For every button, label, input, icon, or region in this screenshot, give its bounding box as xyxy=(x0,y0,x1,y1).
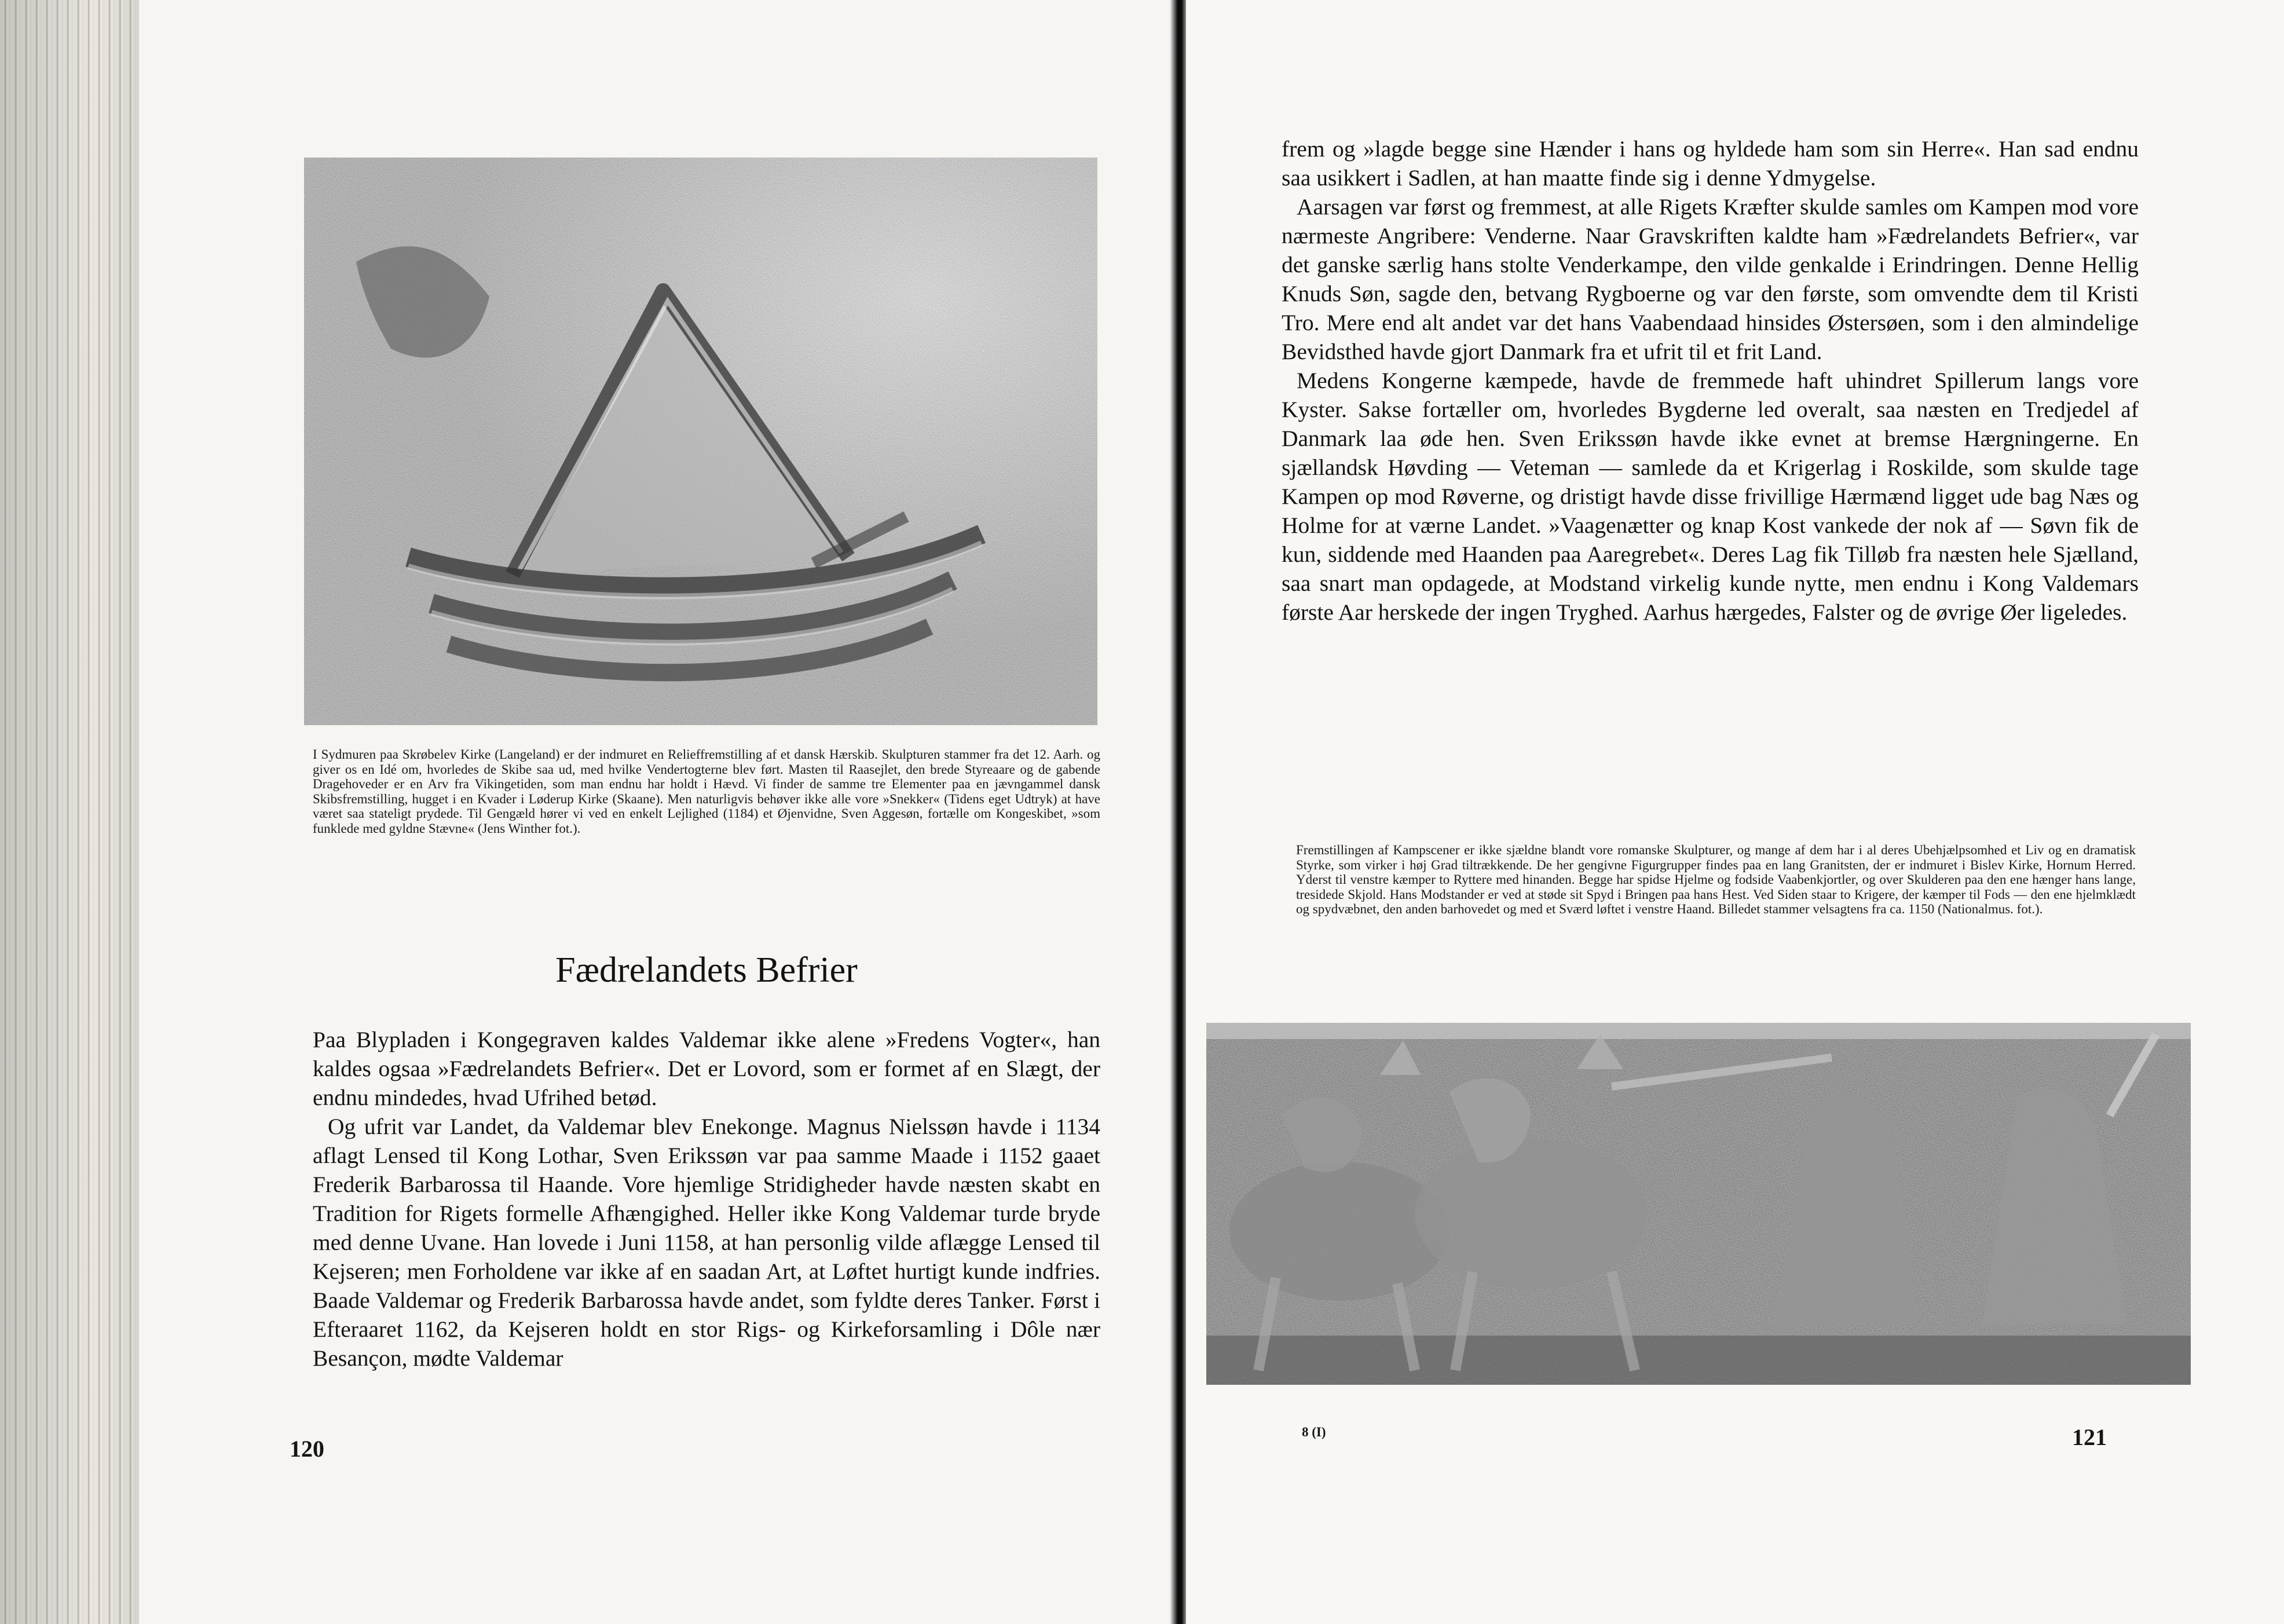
right-body-text xyxy=(1282,134,2139,627)
right-paragraph-1: frem og »lagde begge sine Hænder i hans og hyldede ham som sin Herre«. Han sad endnu saa usikkert i Sadlen, at han maatte finde sig i denne Ydmygelse. xyxy=(1282,136,2139,191)
ship-photo-caption xyxy=(313,747,1100,836)
page-stack-edges xyxy=(0,0,139,1624)
ship-relief-photo xyxy=(304,158,1097,725)
right-paragraph-2: Aarsagen var først og fremmest, at alle Rigets Kræfter skulde samles om Kampen mod vore nærmeste Angribere: Venderne. Naar Gravskriften kaldte ham »Fædrelandets Befrier«, var det ganske særlig hans stolte Venderkampe, den vilde genkalde i Erindringen. Denne Hellig Knuds Søn, sagde den, betvang Rygboerne og var den første, som omvendte dem til Kristi Tro. Mere end alt andet var det hans Vaabendaad hinsides Østersøen, som i den almindelige Bevidsthed havde gjort Danmark fra et ufrit til et frit Land. xyxy=(1282,194,2139,364)
left-paragraph-1: Paa Blypladen i Kongegraven kaldes Valdemar ikke alene »Fredens Vogter«, han kaldes ogsaa »Fædrelandets Befrier«. Det er Lovord, som er formet af en Slægt, der endnu mindedes, hvad Ufrihed betød. xyxy=(313,1027,1100,1110)
battle-photo-caption xyxy=(1296,843,2136,917)
right-page xyxy=(1186,0,2284,1624)
right-paragraph-3: Medens Kongerne kæmpede, havde de fremmede haft uhindret Spillerum langs vore Kyster. Sakse fortæller om, hvorledes Bygderne led overalt, saa næsten en Tredjedel af Danmark laa øde hen. Sven Erikssøn havde ikke evnet at bremse Hærgningerne. En sjællandsk Høvding — Veteman — samlede da et Krigerlag i Roskilde, som skulde tage Kampen op mod Røverne, og dristigt havde disse frivillige Hærmænd ligget ude bag Næs og Holme for at værne Landet. »Vaagenætter og knap Kost vankede der nok af — Søvn fik de kun, siddende med Haanden paa Aaregrebet«. Deres Lag fik Tilløb fra næsten hele Sjælland, saa snart man opdagede, at Modstand virkelig kunde nytte, men endnu i Kong Valdemars første Aar herskede der ingen Tryghed. Aarhus hærgedes, Falster og de øvrige Øer ligeledes. xyxy=(1282,368,2139,625)
battle-relief-photo xyxy=(1206,1023,2191,1385)
right-page-number: 121 xyxy=(2072,1424,2107,1450)
chapter-heading: Fædrelandets Befrier xyxy=(555,950,858,990)
battle-photo-caption-text: Fremstillingen af Kampscener er ikke sjældne blandt vore romanske Skulpturer, og mange af dem har i al deres Ubehjælpsomhed et Liv og en dramatisk Styrke, som virker i høj Grad tiltrækkende. De her gengivne Figurgrupper findes paa en lang Granitsten, der er indmuret i Bislev Kirke, Hornum Herred. Yderst til venstre kæmper to Ryttere med hinanden. Begge har spidse Hjelme og fodside Vaabenkjortler, og over Skulderen paa den ene hænger hans lange, tresidede Skjold. Hans Modstander er ved at støde sit Spyd i Bringen paa hans Hest. Ved Siden staar to Krigere, der kæmper til Fods — den ene hjelmklædt og spydvæbnet, den anden barhovedet og med et Sværd løftet i venstre Haand. Billedet stammer velsagtens fra ca. 1150 (Nationalmus. fot.). xyxy=(1296,843,2136,916)
sheet-signature: 8 (I) xyxy=(1302,1425,1326,1439)
left-paragraph-2: Og ufrit var Landet, da Valdemar blev Enekonge. Magnus Nielssøn havde i 1134 aflagt Lensed til Kong Lothar, Sven Erikssøn var paa samme Maade i 1152 gaaet Frederik Barbarossa til Haande. Vore hjemlige Stridigheder havde næsten skabt en Tradition for Rigets formelle Afhængighed. Heller ikke Kong Valdemar turde bryde med denne Uvane. Han lovede i Juni 1158, at han personlig vilde aflægge Lensed til Kejseren; men Forholdene var ikke af en saadan Art, at Løftet hurtigt kunde indfries. Baade Valdemar og Frederik Barbarossa havde andet, som fyldte deres Tanker. Først i Efteraaret 1162, da Kejseren holdt en stor Rigs- og Kirkeforsamling i Dôle nær Besançon, mødte Valdemar xyxy=(313,1114,1100,1371)
left-page-number: 120 xyxy=(290,1436,324,1462)
ship-photo-caption-text: I Sydmuren paa Skrøbelev Kirke (Langeland) er der indmuret en Relieffremstilling af et dansk Hærskib. Skulpturen stammer fra det 12. Aarh. og giver os en Idé om, hvorledes de Skibe saa ud, med hvilke Vendertogterne blev ført. Masten til Raasejlet, den brede Styreaare og de gabende Dragehoveder er en Arv fra Vikingetiden, som man endnu har holdt i Hævd. Vi finder de samme tre Elementer paa en jævngammel dansk Skibsfremstilling, hugget i en Kvader i Løderup Kirke (Skaane). Men naturligvis behøver ikke alle vore »Snekker« (Tidens eget Udtryk) at have været saa stateligt prydede. Til Gengæld hører vi ved en enkelt Lejlighed (1184) et Øjenvidne, Sven Aggesøn, fortælle om Kongeskibet, »som funklede med gyldne Stævne« (Jens Winther fot.). xyxy=(313,747,1100,836)
left-body-text xyxy=(313,1025,1100,1373)
